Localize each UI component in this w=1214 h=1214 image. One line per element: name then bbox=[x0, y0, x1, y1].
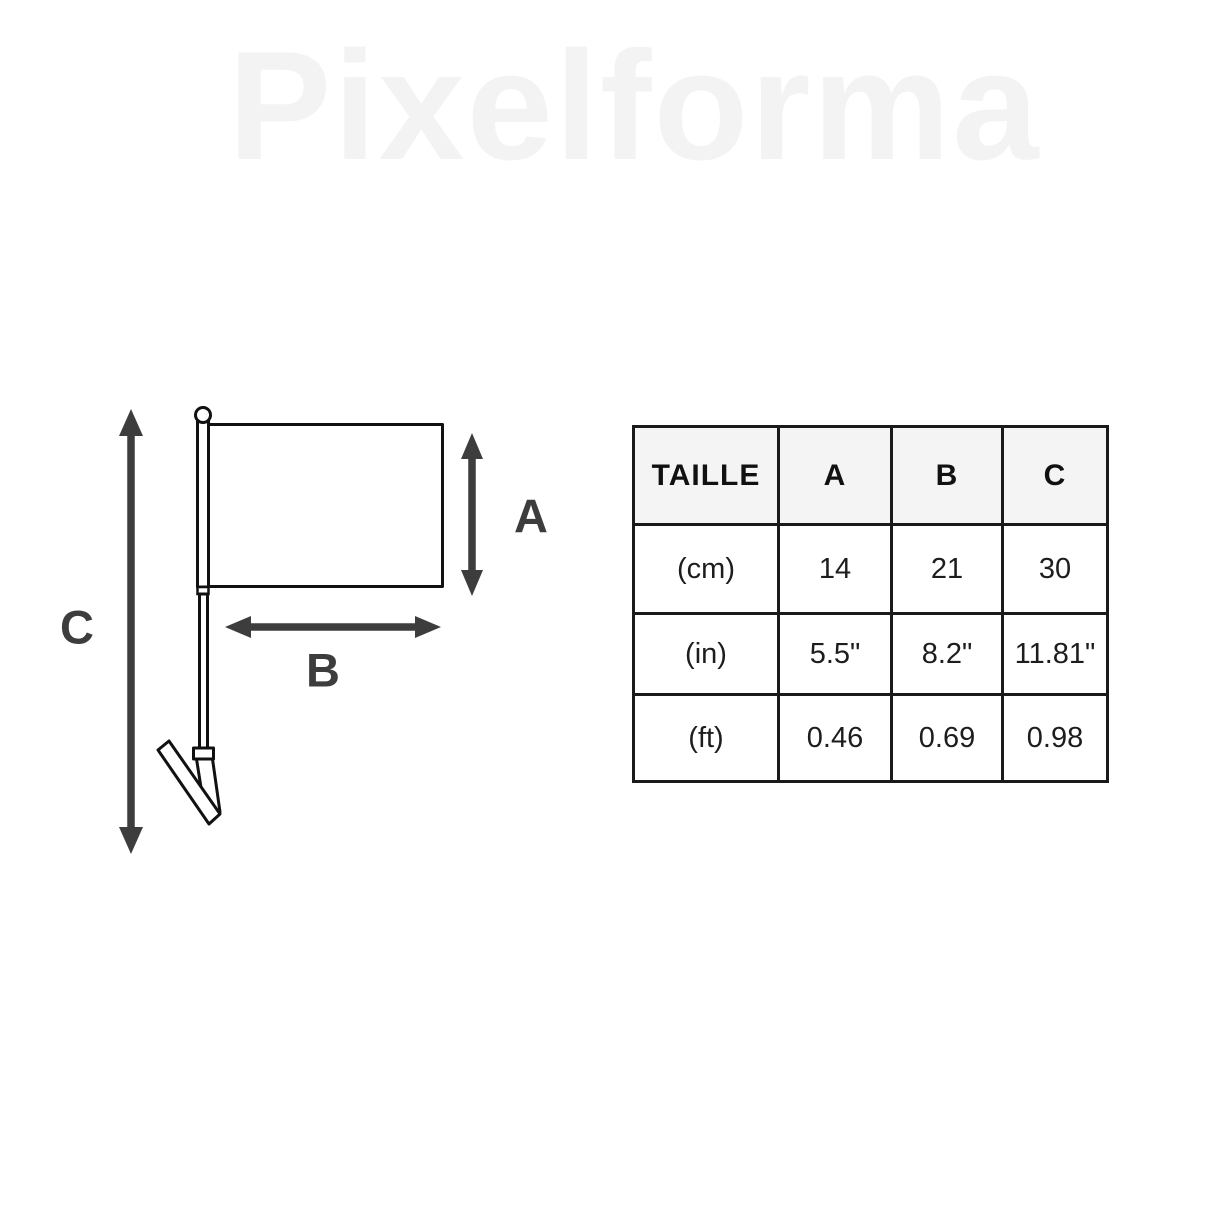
table-row-cm bbox=[634, 525, 1108, 614]
value-cm-b: 21 bbox=[892, 525, 1003, 614]
value-cm-a: 14 bbox=[779, 525, 892, 614]
unit-label-cm: (cm) bbox=[634, 525, 779, 614]
size-table bbox=[632, 425, 1109, 783]
size-table-header-b: B bbox=[892, 427, 1003, 525]
dimension-label-b: B bbox=[306, 643, 340, 697]
size-table-header-row bbox=[634, 427, 1108, 525]
dimension-arrow-a bbox=[461, 433, 483, 596]
flag-pole bbox=[198, 420, 209, 748]
unit-label-in: (in) bbox=[634, 614, 779, 695]
unit-label-ft: (ft) bbox=[634, 695, 779, 782]
dimension-label-c: C bbox=[60, 600, 94, 654]
value-in-a: 5.5" bbox=[779, 614, 892, 695]
value-ft-a: 0.46 bbox=[779, 695, 892, 782]
dimension-arrow-c bbox=[119, 409, 143, 854]
size-table-header-taille: TAILLE bbox=[634, 427, 779, 525]
table-row-ft bbox=[634, 695, 1108, 782]
watermark-text: Pixelforma bbox=[228, 19, 1041, 192]
value-cm-c: 30 bbox=[1003, 525, 1108, 614]
flag-canvas bbox=[209, 425, 443, 587]
size-table-header-c: C bbox=[1003, 427, 1108, 525]
dimension-arrow-b bbox=[225, 616, 441, 638]
value-in-b: 8.2" bbox=[892, 614, 1003, 695]
dimension-label-a: A bbox=[514, 489, 548, 543]
value-ft-c: 0.98 bbox=[1003, 695, 1108, 782]
window-clip-mount bbox=[158, 741, 220, 824]
pole-ball-top bbox=[196, 408, 211, 423]
table-row-in bbox=[634, 614, 1108, 695]
value-in-c: 11.81" bbox=[1003, 614, 1108, 695]
value-ft-b: 0.69 bbox=[892, 695, 1003, 782]
size-table-header-a: A bbox=[779, 427, 892, 525]
